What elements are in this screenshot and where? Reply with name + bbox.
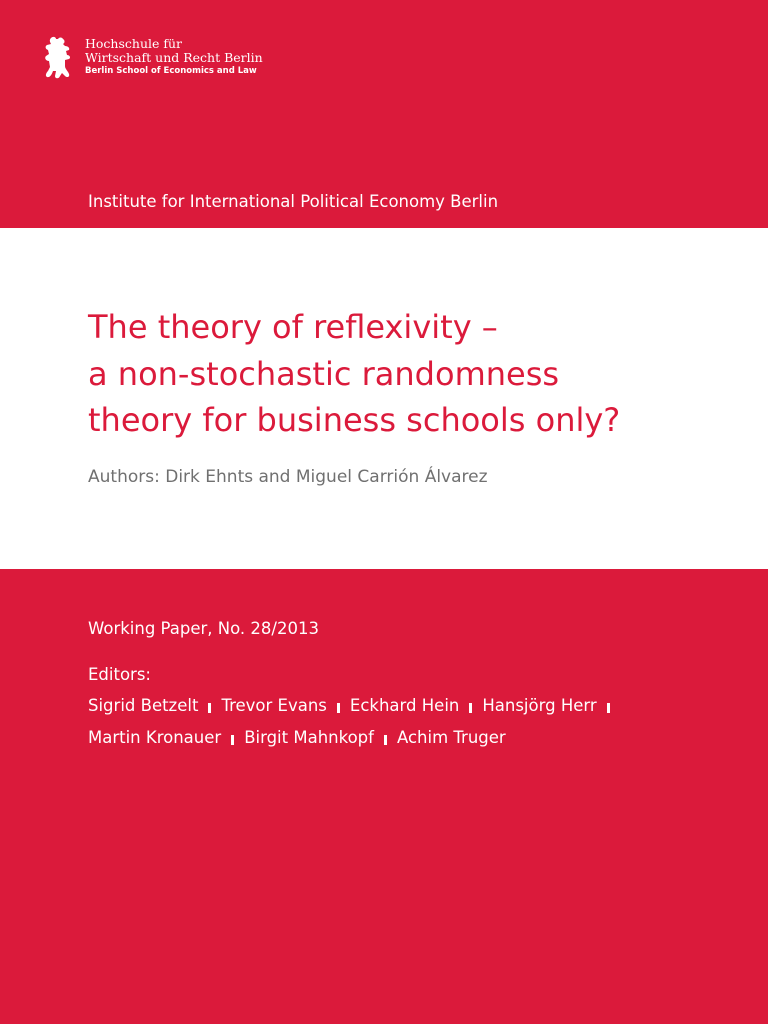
editor-name: Trevor Evans [221,696,327,715]
separator [384,735,387,745]
working-paper-number: Working Paper, No. 28/2013 [88,619,319,638]
separator [231,735,234,745]
separator [607,703,610,713]
editor-name: Birgit Mahnkopf [244,728,374,747]
logo-text [85,37,263,77]
logo-line-3: Berlin School of Economics and Law [85,66,257,76]
title-line-3: theory for business schools only? [88,401,621,439]
paper-title [88,304,748,444]
editor-name: Achim Truger [396,728,506,747]
institute-name: Institute for International Political Economy Berlin [88,192,499,211]
editor-name: Martin Kronauer [88,728,222,747]
title-line-2: a non-stochastic randomness [88,354,560,393]
authors-line: Authors: Dirk Ehnts and Miguel Carrión Álvarez [88,467,488,487]
university-logo [43,36,263,80]
logo-line-2: Wirtschaft und Recht Berlin [85,50,263,65]
editor-name: Sigrid Betzelt [88,696,199,715]
separator [337,703,340,713]
editor-name: Hansjörg Herr [482,696,597,715]
editors-label: Editors: [88,665,151,684]
title-line-1: The theory of reflexivity – [88,308,498,346]
editors-row-2 [88,728,506,747]
editors-row-1 [88,696,620,715]
logo-line-1: Hochschule für [85,36,183,51]
editor-name: Eckhard Hein [349,696,460,715]
berlin-bear-icon [43,36,73,80]
separator [469,703,472,713]
separator [208,703,211,713]
